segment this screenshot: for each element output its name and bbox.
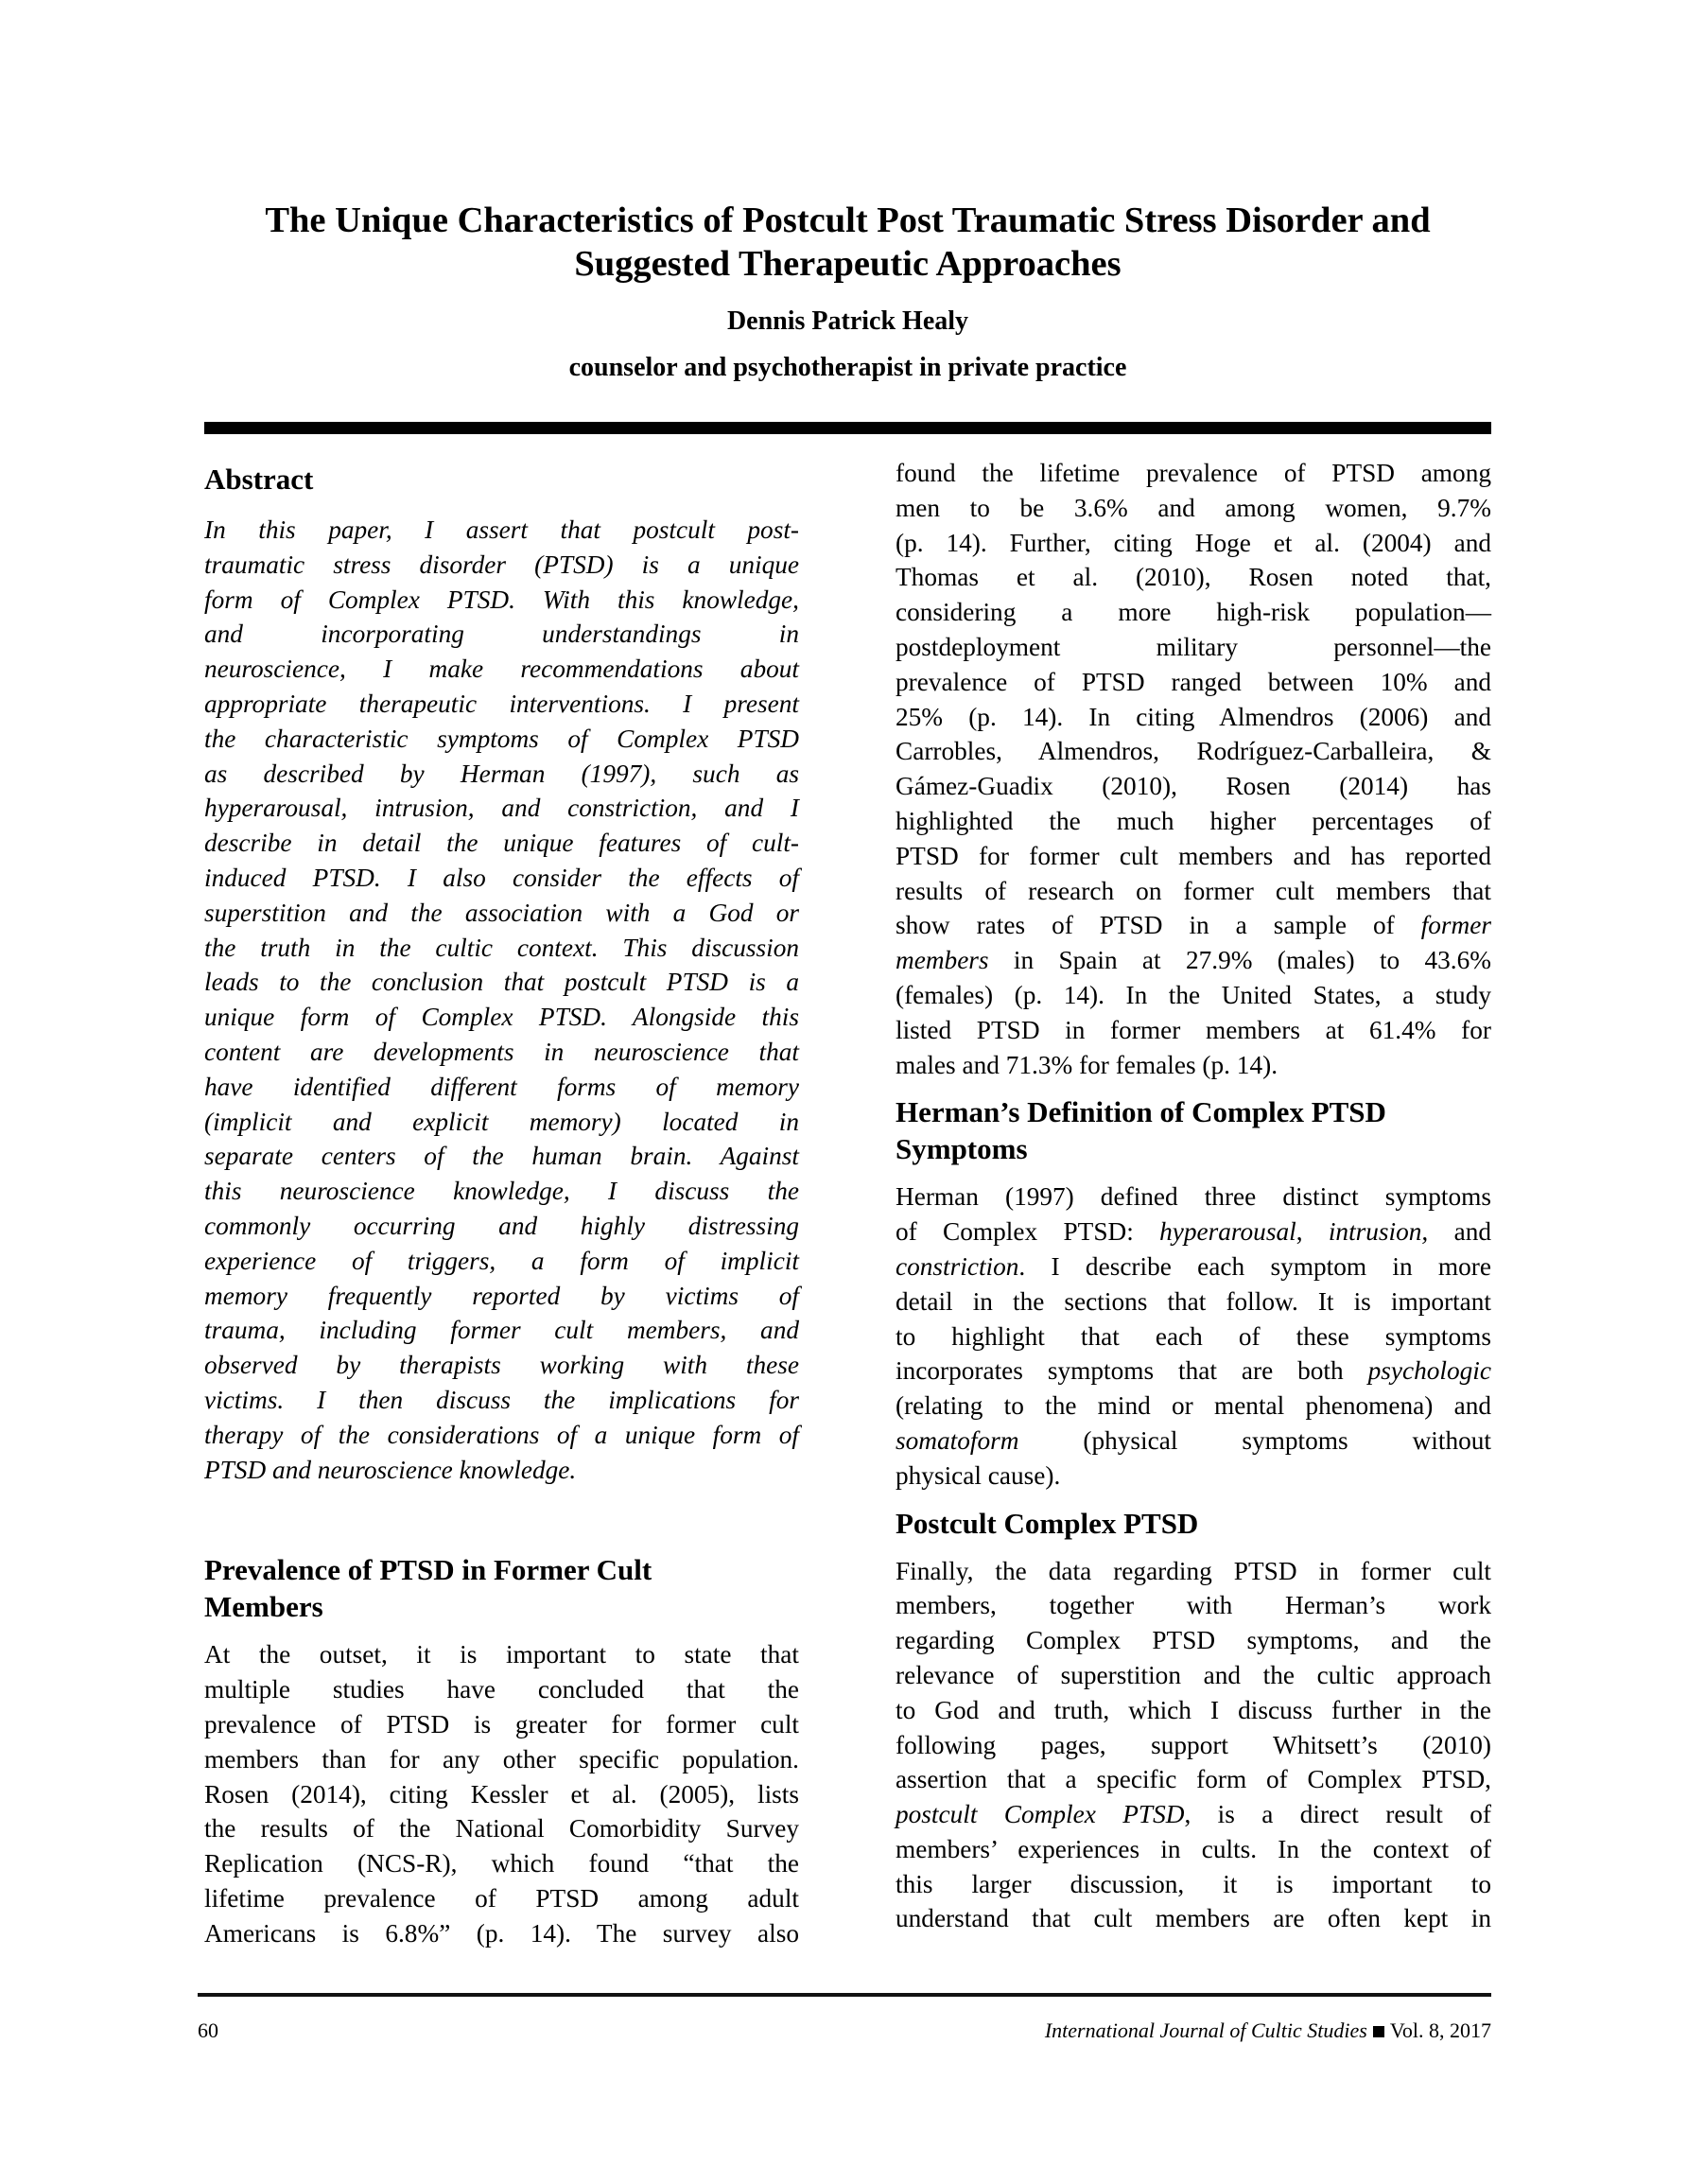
italic-run: somatoform: [896, 1425, 1019, 1455]
body-line: Herman (1997) defined three distinct symptoms: [896, 1182, 1491, 1212]
body-line: lifetime prevalence of PTSD among adult: [204, 1883, 799, 1913]
prevalence-continued-text: [896, 456, 1491, 1082]
heading-line: Prevalence of PTSD in Former Cult: [204, 1553, 652, 1587]
journal-name: International Journal of Cultic Studies: [1044, 2018, 1367, 2042]
section-heading-postcult: Postcult Complex PTSD: [896, 1506, 1199, 1540]
prevalence-text: [204, 1637, 799, 1950]
body-line: assertion that a specific form of Complex PTSD,: [896, 1765, 1491, 1794]
abstract-line: unique form of Complex PTSD. Alongside this: [204, 1003, 799, 1032]
abstract-line: traumatic stress disorder (PTSD) is a unique: [204, 550, 799, 579]
body-line: multiple studies have concluded that the: [204, 1675, 799, 1704]
title-line-1: The Unique Characteristics of Postcult Post Traumatic Stress Disorder and: [265, 201, 1431, 240]
abstract-line: form of Complex PTSD. With this knowledge,: [204, 585, 799, 614]
body-line: PTSD for former cult members and has reported: [896, 841, 1491, 870]
abstract-line: and incorporating understandings in: [204, 620, 799, 649]
body-line: Americans is 6.8%” (p. 14). The survey also: [204, 1918, 799, 1948]
page-number: 60: [198, 2018, 218, 2042]
body-line: [896, 908, 1491, 943]
abstract-line: the truth in the cultic context. This discussion: [204, 933, 799, 962]
body-line: (p. 14). Further, citing Hoge et al. (2004) and: [896, 528, 1491, 557]
body-line: [896, 1797, 1491, 1832]
body-line: members, together with Herman’s work: [896, 1591, 1491, 1620]
abstract-line: separate centers of the human brain. Against: [204, 1142, 799, 1171]
postcult-text: [896, 1554, 1491, 1937]
body-line: [896, 1214, 1491, 1249]
text-run: . I describe each symptom in more: [1018, 1251, 1491, 1281]
body-line: members’ experiences in cults. In the context of: [896, 1834, 1491, 1863]
text-run: , is a direct result of: [1184, 1800, 1491, 1829]
body-line: Finally, the data regarding PTSD in former cult: [896, 1556, 1491, 1585]
body-line: relevance of superstition and the cultic approach: [896, 1660, 1491, 1689]
text-run: ,: [1296, 1217, 1329, 1247]
body-line: [896, 1354, 1491, 1389]
section-heading-prevalence: [204, 1551, 799, 1625]
journal-citation: [1045, 2018, 1491, 2044]
body-line: (relating to the mind or mental phenomena) and: [896, 1391, 1491, 1421]
body-line: highlighted the much higher percentages of: [896, 806, 1491, 835]
body-line: 25% (p. 14). In citing Almendros (2006) and: [896, 702, 1491, 731]
body-line: following pages, support Whitsett’s (2010): [896, 1730, 1491, 1759]
journal-volume: Vol. 8, 2017: [1389, 2018, 1491, 2042]
abstract-line: commonly occurring and highly distressing: [204, 1211, 799, 1240]
abstract-line: In this paper, I assert that postcult post-: [204, 515, 799, 544]
abstract-line: experience of triggers, a form of implicit: [204, 1246, 799, 1275]
body-line: Thomas et al. (2010), Rosen noted that,: [896, 563, 1491, 592]
italic-run: constriction: [896, 1251, 1019, 1281]
text-run: and: [1428, 1217, 1491, 1247]
body-line: males and 71.3% for females (p. 14).: [896, 1050, 1278, 1079]
abstract-line: leads to the conclusion that postcult PTSD is a: [204, 968, 799, 997]
text-run: incorporates symptoms that are both: [896, 1356, 1368, 1386]
abstract-line: as described by Herman (1997), such as: [204, 759, 799, 788]
body-line: [896, 1249, 1491, 1284]
abstract-line: superstition and the association with a God or: [204, 898, 799, 927]
abstract-line: (implicit and explicit memory) located in: [204, 1107, 799, 1136]
abstract-line: content are developments in neuroscience that: [204, 1037, 799, 1066]
body-line: to highlight that each of these symptoms: [896, 1321, 1491, 1351]
body-line: results of research on former cult members that: [896, 876, 1491, 905]
body-line: Gámez-Guadix (2010), Rosen (2014) has: [896, 772, 1491, 801]
heading-line: Herman’s Definition of Complex PTSD: [896, 1095, 1386, 1129]
abstract-line: memory frequently reported by victims of: [204, 1281, 799, 1310]
herman-text: [896, 1179, 1491, 1493]
abstract-line: victims. I then discuss the implications for: [204, 1385, 799, 1414]
abstract-line: the characteristic symptoms of Complex PTSD: [204, 724, 799, 753]
abstract-line: therapy of the considerations of a unique form of: [204, 1420, 799, 1449]
body-line: understand that cult members are often kept in: [896, 1904, 1491, 1933]
body-line: listed PTSD in former members at 61.4% for: [896, 1015, 1491, 1044]
abstract-text: [204, 513, 799, 1487]
body-line: Rosen (2014), citing Kessler et al. (2005), lists: [204, 1779, 799, 1808]
abstract-line: observed by therapists working with these: [204, 1351, 799, 1380]
italic-run: hyperarousal: [1159, 1217, 1296, 1247]
paper-title: [204, 199, 1491, 286]
heading-line: Members: [204, 1590, 323, 1624]
abstract-line: appropriate therapeutic interventions. I present: [204, 689, 799, 718]
body-line: [896, 943, 1491, 978]
abstract-line: induced PTSD. I also consider the effects of: [204, 863, 799, 892]
body-line: to God and truth, which I discuss further in the: [896, 1695, 1491, 1724]
body-line: considering a more high-risk population—: [896, 598, 1491, 627]
body-line: (females) (p. 14). In the United States, a study: [896, 980, 1491, 1009]
abstract-line: neuroscience, I make recommendations about: [204, 655, 799, 684]
italic-run: former: [1420, 911, 1491, 940]
abstract-heading: Abstract: [204, 463, 314, 496]
footer-rule: [198, 1993, 1491, 1997]
header-rule: [204, 422, 1491, 434]
body-line: the results of the National Comorbidity Survey: [204, 1814, 799, 1843]
body-line: detail in the sections that follow. It is important: [896, 1286, 1491, 1316]
abstract-line: trauma, including former cult members, and: [204, 1316, 799, 1345]
author-name: Dennis Patrick Healy: [726, 306, 969, 336]
abstract-line: hyperarousal, intrusion, and constriction, and I: [204, 794, 799, 823]
body-line: members than for any other specific population.: [204, 1744, 799, 1773]
body-line: this larger discussion, it is important to: [896, 1869, 1491, 1898]
italic-run: postcult Complex PTSD: [896, 1800, 1185, 1829]
text-run: show rates of PTSD in a sample of: [896, 911, 1395, 940]
body-line: At the outset, it is important to state that: [204, 1640, 799, 1669]
body-line: prevalence of PTSD ranged between 10% and: [896, 667, 1491, 696]
body-line: men to be 3.6% and among women, 9.7%: [896, 493, 1491, 522]
body-line: prevalence of PTSD is greater for former cult: [204, 1709, 799, 1738]
italic-run: psychologic: [1367, 1356, 1491, 1386]
section-heading-herman: [896, 1093, 1491, 1167]
body-line: regarding Complex PTSD symptoms, and the: [896, 1626, 1491, 1655]
text-run: of Complex PTSD:: [896, 1217, 1160, 1247]
body-line: Carrobles, Almendros, Rodríguez-Carballeira, &: [896, 737, 1491, 766]
abstract-line: PTSD and neuroscience knowledge.: [204, 1455, 577, 1484]
title-line-2: Suggested Therapeutic Approaches: [574, 244, 1122, 284]
heading-line: Symptoms: [896, 1132, 1028, 1166]
body-line: postdeployment military personnel—the: [896, 632, 1491, 661]
square-bullet-icon: [1373, 2026, 1384, 2037]
body-line: Replication (NCS-R), which found “that the: [204, 1849, 799, 1878]
body-line: physical cause).: [896, 1460, 1061, 1490]
author-affiliation: counselor and psychotherapist in private practice: [568, 353, 1127, 382]
right-column: [896, 456, 1491, 1936]
body-line: [896, 1424, 1491, 1459]
abstract-line: have identified different forms of memory: [204, 1072, 799, 1101]
text-run: in Spain at 27.9% (males) to 43.6%: [1013, 946, 1492, 975]
abstract-line: describe in detail the unique features of cult-: [204, 829, 799, 858]
text-run: (physical symptoms without: [1018, 1425, 1491, 1455]
body-line: found the lifetime prevalence of PTSD among: [896, 459, 1491, 487]
abstract-line: this neuroscience knowledge, I discuss the: [204, 1177, 799, 1206]
italic-run: intrusion,: [1328, 1217, 1429, 1247]
italic-run: members: [896, 946, 989, 975]
left-column: [204, 461, 799, 1950]
